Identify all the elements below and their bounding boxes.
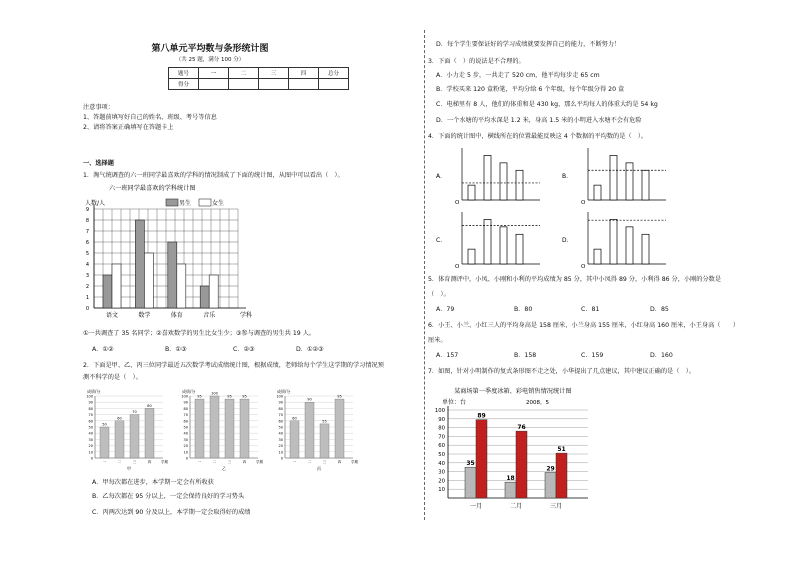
y-tick-label: 4 [85, 262, 89, 268]
y-tick-label: 60 [438, 443, 445, 450]
student-scores-charts [83, 388, 363, 472]
score-cell[interactable] [199, 79, 229, 90]
x-tick-label: 三 [132, 460, 137, 464]
y-tick-label: 30 [183, 437, 188, 442]
q3-option-b[interactable]: B．学校买来 120 盒粉笔，平均分给 6 个年级，每个年级分得 20 盒 [436, 86, 625, 93]
bar-girls [209, 275, 218, 308]
x-tick-label: 四 [242, 460, 247, 464]
x-tick-label: 二 [117, 460, 122, 464]
x-tick-label: 数学 [138, 312, 151, 319]
y-tick-label: 10 [278, 450, 283, 455]
score-table [168, 67, 349, 90]
q6-option-b[interactable]: B．158 [514, 352, 537, 359]
score-bar [335, 399, 344, 458]
legend-label-girls: 女生 [212, 200, 225, 207]
bar-value-label: 95 [197, 394, 202, 399]
x-tick-label: 体育 [170, 312, 183, 319]
x-axis-label: 学期 [351, 460, 358, 464]
y-tick-label: 20 [88, 444, 93, 449]
y-tick-label: 70 [438, 434, 445, 441]
notes-heading: 注意事项： [83, 104, 114, 111]
y-tick-label: 9 [85, 207, 89, 213]
q6-option-d[interactable]: D．160 [650, 352, 673, 359]
question-4-text: 4．下面的统计图中，横线所在的位置最能反映这 4 个数据的平均数的是（ ）。 [428, 133, 648, 140]
y-tick-label: 60 [278, 419, 283, 424]
y-tick-label: 60 [183, 419, 188, 424]
origin-label: O [455, 200, 460, 206]
score-cell[interactable] [289, 79, 319, 90]
y-tick-label: 70 [88, 413, 93, 418]
legend-label-boys: 男生 [179, 200, 192, 207]
y-tick-label: 50 [183, 425, 188, 430]
q2-option-a[interactable]: A．甲每次都在进步，本学期一定会有所收获 [92, 479, 214, 486]
data-bar [468, 249, 475, 264]
bar-boys [168, 242, 177, 308]
y-tick-label: 30 [438, 469, 445, 476]
q2-option-b[interactable]: B．乙每次都在 95 分以上，一定会保持良好的学习势头 [92, 493, 245, 500]
column-divider [424, 30, 425, 520]
question-2-text: 2．下面是甲、乙、丙三位同学最近五次数学考试成绩统计图，根据成绩，老师给每个学生这学期的学习情况预 [83, 362, 384, 369]
y-tick-label: 100 [86, 394, 93, 399]
q5-option-a[interactable]: A．79 [436, 306, 455, 313]
data-bar [484, 155, 491, 200]
y-tick-label: 0 [90, 456, 93, 461]
score-table-header-row [169, 68, 349, 79]
y-tick-label: 90 [438, 416, 445, 423]
option-label: A． [436, 173, 447, 180]
score-row-label: 得分 [169, 79, 199, 90]
q5-option-d[interactable]: D．85 [650, 306, 669, 313]
y-tick-label: 100 [181, 394, 188, 399]
y-tick-label: 100 [276, 394, 283, 399]
chart-title: 某商场第一季度冰箱、彩电销售情况统计图 [454, 388, 572, 395]
note-item: 1、答题前填写好自己的姓名、班级、考号等信息 [83, 114, 217, 121]
question-3-text: 3．下面（ ）的说法是不合理的。 [428, 58, 525, 65]
y-tick-label: 10 [88, 450, 93, 455]
question-1-statement: ①一共调查了 35 名同学；②喜欢数学的男生比女生少；③参与调查的男生共 19 人。 [83, 330, 316, 337]
question-1-text: 1．淘气统调查的六一班同学最喜欢的学科的情况制成了下面的统计图，从图中可以看出（ ）。 [83, 172, 344, 179]
bar-value-label: 95 [337, 394, 342, 399]
score-bar [225, 399, 234, 458]
student-name-label: 丙 [317, 466, 321, 471]
data-bar [594, 185, 601, 200]
question-7-text: 7．如图，针对小明制作的复式条形图不走之处，小华提出了几点建议，其中建议正确的是（ ）。 [428, 368, 695, 375]
x-axis-label: 学期 [161, 460, 168, 464]
y-axis-label: 人数/人 [85, 200, 106, 207]
q6-option-c[interactable]: C．159 [581, 352, 604, 359]
bar-value-label: 55 [322, 419, 327, 424]
y-tick-label: 3 [85, 273, 89, 279]
y-axis-label: 成绩/分 [277, 389, 291, 394]
q1-option-c[interactable]: C．②③ [233, 346, 255, 353]
x-tick-label: 四 [147, 460, 152, 464]
data-bar [626, 227, 633, 264]
x-tick-label: 一 [102, 460, 107, 464]
average-line-charts [436, 142, 686, 270]
origin-label: O [581, 200, 586, 206]
bar-value-label: 60 [292, 416, 297, 421]
x-tick-label: 二 [212, 460, 217, 464]
data-bar [468, 185, 475, 200]
bar-value-label: 95 [242, 394, 247, 399]
y-axis-label: 成绩/分 [87, 389, 101, 394]
y-tick-label: 80 [183, 406, 188, 411]
y-tick-label: 40 [183, 431, 188, 436]
x-tick-label: 音乐 [203, 312, 216, 319]
y-tick-label: 50 [438, 452, 445, 458]
y-tick-label: 80 [278, 406, 283, 411]
bar-value-label: 100 [211, 391, 218, 396]
x-tick-label: 二 [307, 460, 312, 464]
y-tick-label: 90 [278, 400, 283, 405]
bar-value-label: 76 [517, 424, 526, 432]
student-name-label: 甲 [127, 466, 131, 471]
data-bar [516, 170, 523, 200]
y-tick-label: 60 [88, 419, 93, 424]
data-bar [500, 163, 507, 200]
score-cell[interactable] [319, 79, 349, 90]
y-axis-label: 成绩/分 [182, 389, 196, 394]
option-label: C． [436, 237, 447, 244]
q3-option-a[interactable]: A．小力走 5 步，一共走了 520 cm，他平均每步走 65 cm [436, 72, 600, 79]
q3-option-d[interactable]: D．一个水塘的平均水深是 1.2 米，身高 1.5 米的小明进入水塘不会有危险 [436, 117, 642, 124]
subject-bar-chart [83, 182, 263, 322]
bar-value-label: 29 [546, 465, 555, 473]
bar-value-label: 95 [227, 394, 232, 399]
bar-value-label: 80 [147, 403, 152, 408]
bar-girls [144, 253, 153, 308]
y-axis-label: 单位：台 [442, 399, 467, 406]
bar-boys [200, 286, 209, 308]
x-tick-label: 一 [292, 460, 297, 464]
x-tick-label: 语文 [105, 312, 119, 319]
y-tick-label: 20 [183, 444, 188, 449]
score-bar [240, 399, 249, 458]
y-tick-label: 70 [278, 413, 283, 418]
question-6-text: 6．小王、小兰、小红三人的平均身高是 158 厘米，小兰身高 155 厘米，小红身高 160 厘米，小王身高（ ） [428, 322, 740, 329]
score-header-cell: 一 [199, 68, 229, 79]
bar-tv [556, 453, 567, 498]
data-bar [642, 234, 649, 264]
y-tick-label: 8 [85, 218, 89, 224]
y-tick-label: 80 [438, 425, 445, 432]
y-tick-label: 20 [278, 444, 283, 449]
x-tick-label: 三 [227, 460, 232, 464]
data-bar [484, 219, 491, 264]
student-name-label: 乙 [222, 466, 226, 471]
y-tick-label: 50 [278, 425, 283, 430]
score-bar [115, 421, 124, 458]
y-tick-label: 20 [438, 478, 445, 485]
bar-fridge [545, 472, 556, 498]
y-tick-label: 50 [88, 425, 93, 430]
score-header-cell: 总分 [319, 68, 349, 79]
x-axis-label: 学期 [256, 460, 263, 464]
y-tick-label: 10 [183, 450, 188, 455]
bar-tv [516, 431, 527, 498]
data-bar [626, 163, 633, 200]
bar-value-label: 60 [117, 416, 122, 421]
page-subtitle: （共 25 题，满分 100 分） [175, 57, 245, 63]
bar-value-label: 50 [102, 422, 107, 427]
y-tick-label: 7 [85, 229, 89, 235]
question-2-text-cont: 测不科学的是（ ）。 [83, 374, 142, 381]
q1-option-b[interactable]: B．①③ [165, 346, 187, 353]
x-tick-label: 三月 [549, 503, 563, 510]
note-item: 2、请将答案正确填写在答题卡上 [83, 124, 174, 131]
q3-option-c[interactable]: C．电梯里有 8 人，他们的体重和是 430 kg，那么平均每人的体重大约是 54 kg [436, 101, 658, 108]
x-tick-label: 三 [322, 460, 327, 464]
bar-value-label: 70 [132, 410, 137, 415]
x-tick-label: 四 [337, 460, 342, 464]
score-table-score-row [169, 79, 349, 90]
data-bar [642, 170, 649, 200]
chart-title: 六一班同学最喜欢的学科统计图 [109, 185, 196, 192]
x-tick-label: 二月 [509, 503, 523, 510]
q1-option-a[interactable]: A．①② [92, 346, 114, 353]
data-bar [500, 227, 507, 264]
score-bar [195, 399, 204, 458]
score-header-cell: 三 [259, 68, 289, 79]
page-title: 第八单元平均数与条形统计图 [151, 44, 269, 54]
data-bar [594, 249, 601, 264]
bar-value-label: 18 [506, 475, 515, 483]
legend-swatch-boys [166, 199, 178, 206]
y-tick-label: 0 [280, 456, 283, 461]
score-header-cell: 四 [289, 68, 319, 79]
question-6-text-cont: 厘米。 [428, 337, 447, 344]
question-5-text: 5．体育测评中，小凤、小刚和小利的平均成绩为 85 分，其中小凤得 89 分，小利得 86 分，小刚的分数是 [428, 276, 722, 283]
y-tick-label: 90 [88, 400, 93, 405]
y-tick-label: 100 [434, 408, 445, 414]
data-bar [610, 155, 617, 200]
bar-value-label: 90 [307, 397, 312, 402]
score-bar [320, 424, 329, 458]
score-cell[interactable] [259, 79, 289, 90]
score-header-cell: 题号 [169, 68, 199, 79]
y-tick-label: 10 [438, 487, 445, 494]
bar-girls [112, 264, 121, 308]
y-tick-label: 6 [85, 240, 89, 246]
score-cell[interactable] [229, 79, 259, 90]
y-tick-label: 2 [85, 284, 89, 290]
x-tick-label: 一 [197, 460, 202, 464]
origin-label: O [581, 264, 586, 270]
section-heading: 一、选择题 [83, 160, 114, 167]
q6-option-a[interactable]: A．157 [436, 352, 459, 359]
option-label: D． [562, 237, 573, 244]
bar-boys [135, 220, 144, 308]
q1-option-d[interactable]: D．①②③ [296, 346, 324, 353]
x-axis-label: 学科 [240, 312, 253, 319]
y-tick-label: 40 [278, 431, 283, 436]
bar-value-label: 35 [466, 460, 475, 468]
bar-value-label: 89 [477, 412, 486, 420]
y-tick-label: 80 [88, 406, 93, 411]
y-tick-label: 70 [183, 413, 188, 418]
score-bar [290, 421, 299, 458]
origin-label: O [455, 264, 460, 270]
y-tick-label: 40 [88, 431, 93, 436]
question-5-text-cont: （ ）。 [428, 291, 450, 298]
q5-option-b[interactable]: B．80 [514, 306, 533, 313]
data-bar [516, 234, 523, 264]
y-tick-label: 90 [183, 400, 188, 405]
legend-swatch-girls [199, 199, 211, 206]
y-tick-label: 40 [438, 460, 445, 467]
y-tick-label: 0 [85, 306, 89, 312]
data-bar [610, 219, 617, 264]
score-bar [210, 396, 219, 458]
y-tick-label: 5 [85, 251, 89, 257]
y-tick-label: 1 [85, 295, 89, 301]
q5-option-c[interactable]: C．81 [581, 306, 600, 313]
chart-date: 2008。5 [526, 400, 549, 406]
option-label: B． [562, 173, 573, 180]
x-tick-label: 一月 [469, 503, 483, 510]
score-bar [130, 415, 139, 458]
bar-fridge [505, 482, 516, 498]
bar-tv [476, 420, 487, 498]
y-tick-label: 30 [88, 437, 93, 442]
score-bar [305, 402, 314, 458]
score-header-cell: 二 [229, 68, 259, 79]
sales-bar-chart [428, 382, 598, 512]
y-tick-label: 30 [278, 437, 283, 442]
score-bar [145, 408, 154, 458]
q2-option-c[interactable]: C．丙两次达到 90 分及以上，本学期一定会取得好的成绩 [92, 509, 251, 516]
bar-girls [177, 264, 186, 308]
bar-value-label: 51 [557, 446, 566, 454]
bar-fridge [465, 467, 476, 498]
bar-boys [103, 275, 112, 308]
score-bar [100, 427, 109, 458]
y-tick-label: 0 [185, 456, 188, 461]
q2-option-d[interactable]: D．每个学生要保证好的学习成绩就要发挥自己的能力，不断努力！ [436, 41, 621, 48]
